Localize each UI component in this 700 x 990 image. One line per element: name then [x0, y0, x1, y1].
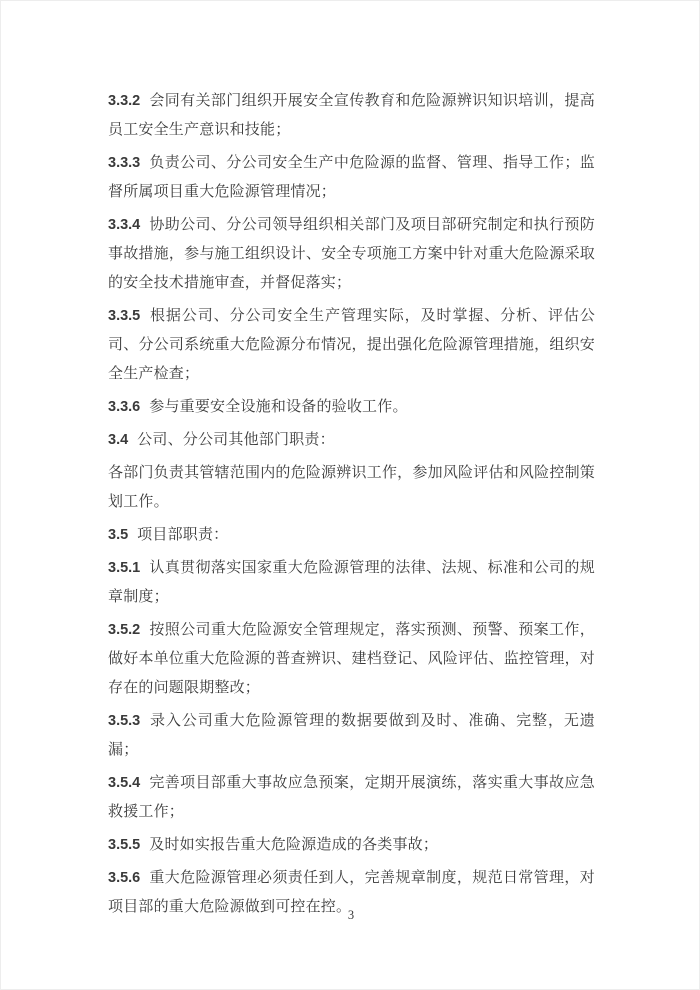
clause-text: 重大危险源管理必须责任到人，完善规章制度，规范日常管理，对项目部的重大危险源做到可控在控。: [108, 870, 595, 915]
clause-text: 公司、分公司其他部门职责：: [137, 432, 335, 448]
clause-text: 参与重要安全设施和设备的验收工作。: [149, 399, 408, 415]
clause-3-4: [108, 426, 595, 455]
clause-3-5-5: [108, 831, 595, 860]
clause-3-5-3: [108, 707, 595, 765]
clause-number: 3.5: [108, 527, 129, 543]
page-number: 3: [347, 908, 355, 922]
clause-number: 3.3.6: [108, 399, 141, 415]
clause-number: 3.5.4: [108, 775, 141, 791]
clause-number: 3.3.5: [108, 308, 141, 324]
clause-3-3-6: [108, 393, 595, 422]
clause-3-3-4: [108, 211, 595, 298]
clause-text: 认真贯彻落实国家重大危险源管理的法律、法规、标准和公司的规章制度；: [108, 560, 595, 605]
clause-text: 协助公司、分公司领导组织相关部门及项目部研究制定和执行预防事故措施，参与施工组织设计、安全专项施工方案中针对重大危险源采取的安全技术措施审查，并督促落实；: [108, 217, 595, 291]
clause-number: 3.5.1: [108, 560, 141, 576]
clause-text: 完善项目部重大事故应急预案，定期开展演练，落实重大事故应急救援工作；: [108, 775, 595, 820]
clause-3-5: [108, 521, 595, 550]
clause-number: 3.5.5: [108, 837, 141, 853]
clause-number: 3.5.3: [108, 713, 141, 729]
clause-text: 录入公司重大危险源管理的数据要做到及时、准确、完整，无遗漏；: [108, 713, 595, 758]
clause-3-3-5: [108, 302, 595, 389]
clause-number: 3.4: [108, 432, 129, 448]
clause-3-4-body: [108, 459, 595, 517]
clause-text: 按照公司重大危险源安全管理规定，落实预测、预警、预案工作，做好本单位重大危险源的普查辨识、建档登记、风险评估、监控管理，对存在的问题限期整改；: [108, 622, 595, 696]
clause-3-5-1: [108, 554, 595, 612]
clause-number: 3.3.4: [108, 217, 141, 233]
clause-text: 项目部职责：: [137, 527, 229, 543]
page-footer: [1, 906, 700, 924]
clause-number: 3.5.2: [108, 622, 141, 638]
clause-text: 会同有关部门组织开展安全宣传教育和危险源辨识知识培训，提高员工安全生产意识和技能；: [108, 93, 595, 138]
clause-text: 负责公司、分公司安全生产中危险源的监督、管理、指导工作；监督所属项目重大危险源管理情况；: [108, 155, 595, 200]
clause-text: 根据公司、分公司安全生产管理实际，及时掌握、分析、评估公司、分公司系统重大危险源分布情况，提出强化危险源管理措施，组织安全生产检查；: [108, 308, 595, 382]
clause-3-5-2: [108, 616, 595, 703]
clause-3-5-4: [108, 769, 595, 827]
clause-number: 3.3.2: [108, 93, 141, 109]
clause-3-3-3: [108, 149, 595, 207]
clause-number: 3.5.6: [108, 870, 141, 886]
clause-text: 各部门负责其管辖范围内的危险源辨识工作，参加风险评估和风险控制策划工作。: [108, 465, 595, 510]
clause-number: 3.3.3: [108, 155, 141, 171]
clause-text: 及时如实报告重大危险源造成的各类事故；: [149, 837, 439, 853]
document-body: [108, 87, 595, 926]
clause-3-3-2: [108, 87, 595, 145]
